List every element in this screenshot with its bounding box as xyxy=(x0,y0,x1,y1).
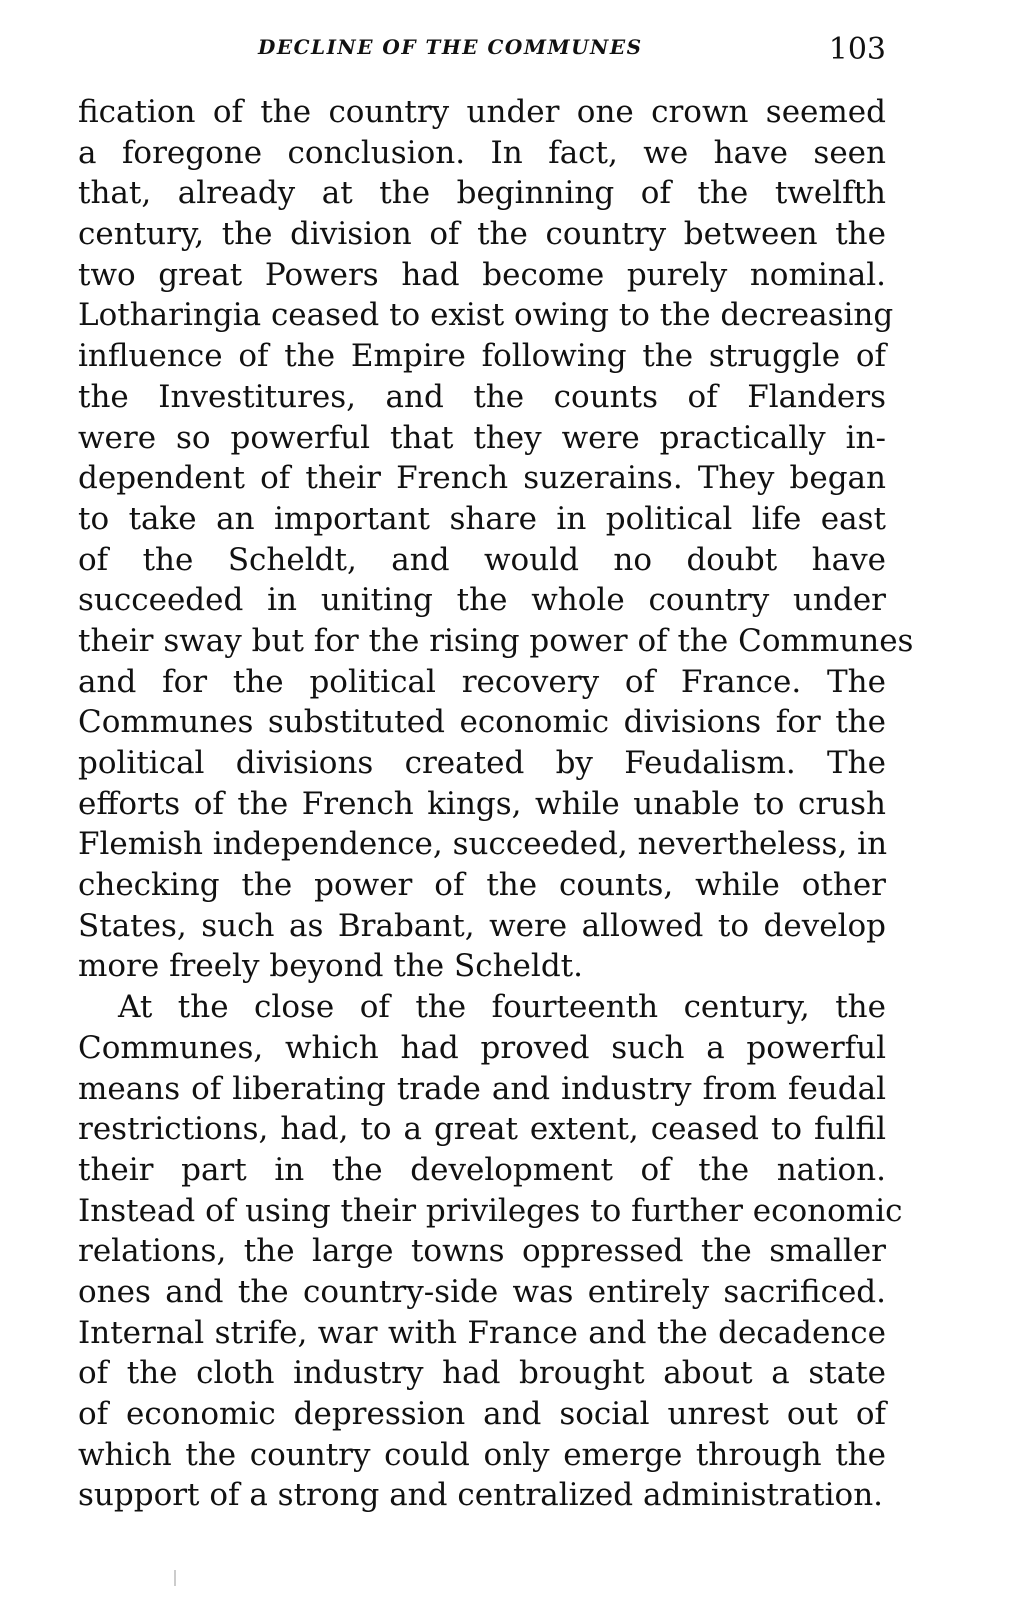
text-line: Instead of using their privileges to further economic xyxy=(78,1192,903,1229)
text-line: means of liberating trade and industry from feudal xyxy=(78,1070,886,1107)
text-line: two great Powers had become purely nominal. xyxy=(78,256,886,293)
running-head xyxy=(78,30,886,70)
text-line: of the Scheldt, and would no doubt have xyxy=(78,541,886,578)
text-line: of the cloth industry had brought about a state xyxy=(78,1355,886,1392)
text-line: checking the power of the counts, while other xyxy=(78,867,886,904)
margin-mark xyxy=(174,1570,176,1586)
text-line: influence of the Empire following the struggle of xyxy=(78,338,886,375)
text-line: Lotharingia ceased to exist owing to the decreasing xyxy=(78,297,894,334)
text-line: which the country could only emerge through the xyxy=(78,1436,886,1473)
text-line: of economic depression and social unrest out of xyxy=(78,1396,886,1432)
text-line: dependent of their French suzerains. They began xyxy=(78,460,886,497)
text-line: efforts of the French kings, while unable to crush xyxy=(78,785,886,822)
text-line: that, already at the beginning of the twelfth xyxy=(78,175,886,212)
text-line: their sway but for the rising power of the Communes xyxy=(78,622,914,659)
text-line: fication of the country under one crown seemed xyxy=(78,94,886,130)
text-line: and for the political recovery of France. The xyxy=(78,663,886,700)
text-line: to take an important share in political life east xyxy=(78,500,886,537)
text-line: restrictions, had, to a great extent, ceased to fulfil xyxy=(78,1111,886,1148)
text-line: States, such as Brabant, were allowed to develop xyxy=(78,907,886,944)
text-line: Internal strife, war with France and the decadence xyxy=(78,1314,886,1351)
running-title: DECLINE OF THE COMMUNES xyxy=(258,35,643,59)
page-number: 103 xyxy=(828,32,886,67)
text-line: their part in the development of the nation. xyxy=(78,1151,886,1188)
text-line: Flemish independence, succeeded, nevertheless, in xyxy=(78,826,888,863)
text-line: the Investitures, and the counts of Flanders xyxy=(78,378,886,415)
paragraph xyxy=(78,92,914,987)
text-line: were so powerful that they were practically in- xyxy=(78,419,886,456)
text-line: succeeded in uniting the whole country under xyxy=(78,582,886,619)
text-line: Communes substituted economic divisions for the xyxy=(78,704,886,741)
text-line: ones and the country-side was entirely sacrificed. xyxy=(78,1273,886,1310)
text-line: political divisions created by Feudalism. The xyxy=(78,745,886,781)
text-line: Communes, which had proved such a powerful xyxy=(78,1029,886,1066)
paragraph xyxy=(78,987,903,1516)
text-line: support of a strong and centralized administration. xyxy=(78,1477,884,1514)
text-line: a foregone conclusion. In fact, we have seen xyxy=(78,134,886,171)
text-line: more freely beyond the Scheldt. xyxy=(78,948,583,985)
text-line: At the close of the fourteenth century, the xyxy=(118,989,886,1026)
text-line: century, the division of the country between the xyxy=(78,216,886,253)
body-text xyxy=(78,92,914,1516)
text-line: relations, the large towns oppressed the smaller xyxy=(78,1233,886,1270)
